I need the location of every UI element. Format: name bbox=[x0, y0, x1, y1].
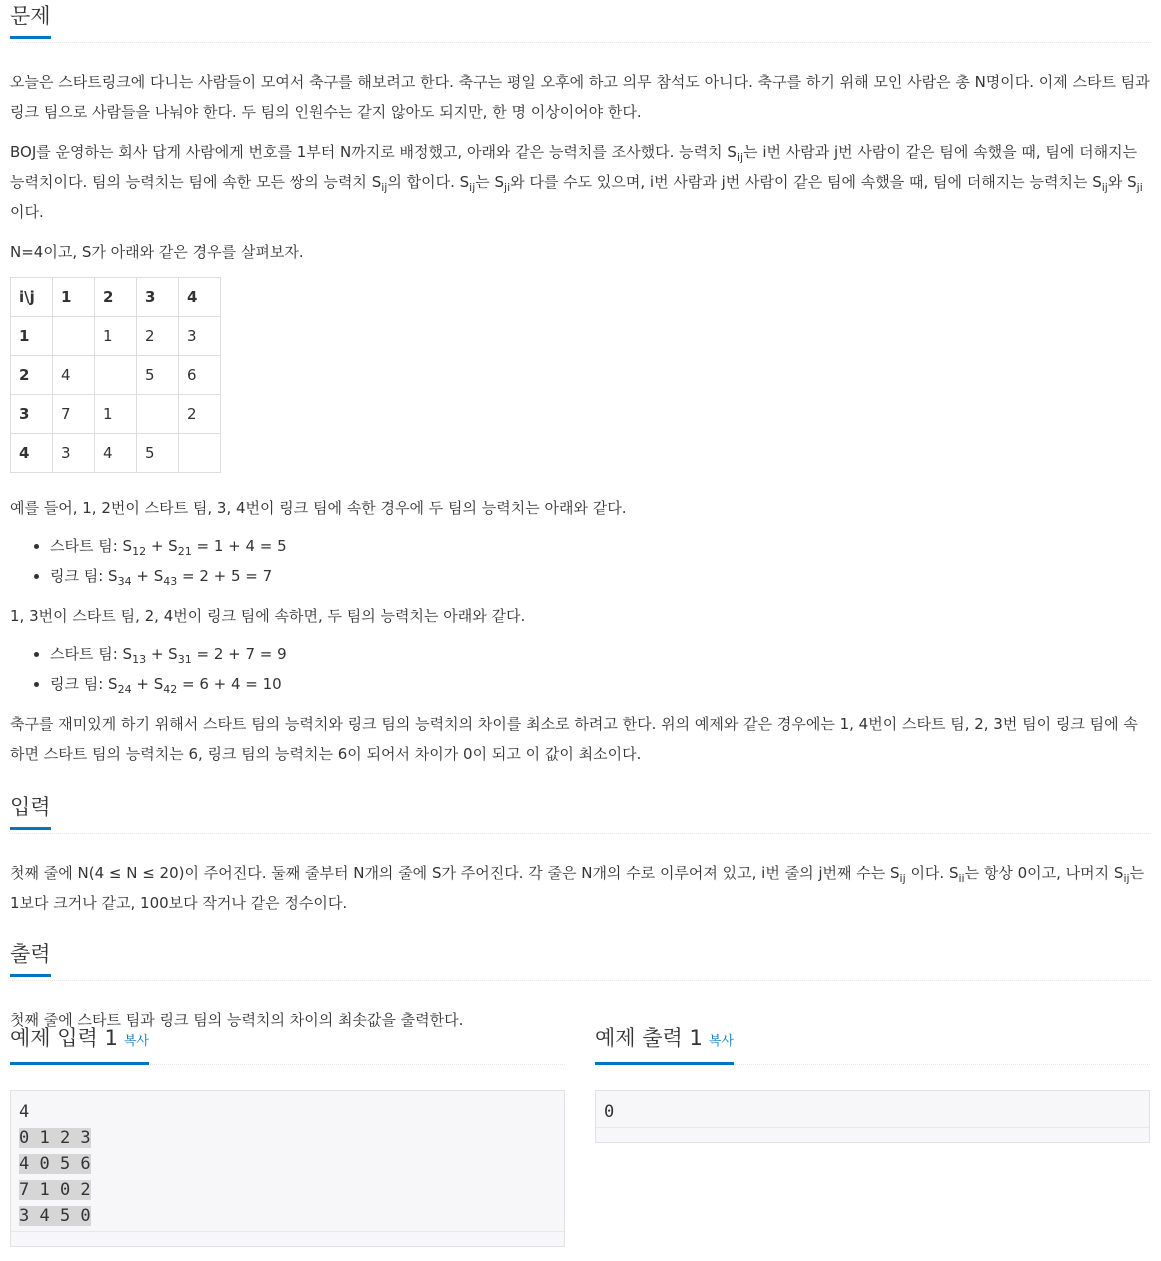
input-description bbox=[10, 858, 1151, 918]
item-text: + S bbox=[146, 645, 178, 663]
table-cell bbox=[179, 434, 221, 473]
sample-output-title bbox=[595, 1026, 734, 1065]
table-col-header: 1 bbox=[53, 278, 95, 317]
output-section-title: 출력 bbox=[10, 942, 51, 977]
input-section-title: 입력 bbox=[10, 795, 51, 830]
ability-table bbox=[10, 277, 221, 473]
item-text: 스타트 팀: S bbox=[50, 537, 133, 555]
table-cell: 2 bbox=[179, 395, 221, 434]
table-cell bbox=[53, 317, 95, 356]
item-text: 스타트 팀: S bbox=[50, 645, 133, 663]
table-header-row bbox=[11, 278, 221, 317]
input-text: 는 항상 0이고, 나머지 S bbox=[964, 864, 1124, 882]
example-2-list bbox=[10, 639, 1151, 699]
list-item bbox=[50, 669, 1151, 699]
subscript: ij bbox=[899, 872, 906, 885]
table-col-header: 2 bbox=[95, 278, 137, 317]
input-text: 는 1보다 크거나 같고, 100보다 작거나 같은 정수이다. bbox=[10, 864, 1145, 912]
output-description: 첫째 줄에 스타트 팀과 링크 팀의 능력치의 차이의 최솟값을 출력한다. bbox=[10, 1011, 464, 1029]
code-footer bbox=[11, 1231, 564, 1246]
p2-text-c: 의 합이다. S bbox=[387, 173, 470, 191]
code-line: 4 bbox=[19, 1102, 30, 1122]
table-cell: 7 bbox=[53, 395, 95, 434]
sample-output-title-text: 예제 출력 1 bbox=[595, 1026, 703, 1050]
problem-section-title: 문제 bbox=[10, 4, 51, 39]
item-text: = 2 + 7 = 9 bbox=[191, 645, 287, 663]
code-line: 0 bbox=[604, 1102, 615, 1122]
item-text: = 1 + 4 = 5 bbox=[191, 537, 287, 555]
table-corner-cell: i\j bbox=[11, 278, 53, 317]
p2-text-b: 는 i번 사람과 j번 사람이 같은 팀에 속했을 때, 팀에 더해지는 능력치이다. 팀의 능력치는 팀에 속한 모든 쌍의 능력치 S bbox=[10, 143, 1138, 191]
example-2-intro: 1, 3번이 스타트 팀, 2, 4번이 링크 팀에 속하면, 두 팀의 능력치는 아래와 같다. bbox=[10, 607, 526, 625]
table-col-header: 3 bbox=[137, 278, 179, 317]
item-text: = 2 + 5 = 7 bbox=[177, 567, 273, 585]
table-row bbox=[11, 395, 221, 434]
example-1-list bbox=[10, 531, 1151, 591]
table-cell: 2 bbox=[137, 317, 179, 356]
p2-text-a: BOJ를 운영하는 회사 답게 사람에게 번호를 1부터 N까지로 배정했고, 아래와 같은 능력치를 조사했다. 능력치 S bbox=[10, 143, 737, 161]
table-cell bbox=[137, 395, 179, 434]
item-text: + S bbox=[131, 675, 164, 693]
table-row bbox=[11, 434, 221, 473]
list-item bbox=[50, 531, 1151, 561]
list-item bbox=[50, 639, 1151, 669]
selected-text: 4 0 5 6 bbox=[19, 1154, 91, 1174]
table-cell: 6 bbox=[179, 356, 221, 395]
item-text: + S bbox=[146, 537, 178, 555]
item-text: = 6 + 4 = 10 bbox=[177, 675, 282, 693]
table-cell: 1 bbox=[95, 317, 137, 356]
problem-paragraph-3: N=4이고, S가 아래와 같은 경우를 살펴보자. bbox=[10, 243, 304, 261]
code-line-selected bbox=[19, 1203, 556, 1229]
example-1-intro: 예를 들어, 1, 2번이 스타트 팀, 3, 4번이 링크 팀에 속한 경우에 두 팀의 능력치는 아래와 같다. bbox=[10, 499, 627, 517]
item-text: 링크 팀: S bbox=[50, 675, 118, 693]
table-cell: 1 bbox=[95, 395, 137, 434]
subscript: 12 bbox=[132, 545, 147, 558]
subscript: ii bbox=[958, 872, 965, 885]
input-section-header bbox=[10, 791, 1151, 834]
table-row-header: 4 bbox=[11, 434, 53, 473]
subscript: 21 bbox=[177, 545, 192, 558]
subscript: 34 bbox=[117, 575, 132, 588]
sample-input-code[interactable] bbox=[10, 1090, 565, 1247]
problem-section-header bbox=[10, 0, 1151, 43]
p2-text-d: 는 S bbox=[475, 173, 505, 191]
table-cell: 5 bbox=[137, 434, 179, 473]
selected-text: 7 1 0 2 bbox=[19, 1180, 91, 1200]
input-text: 첫째 줄에 N(4 ≤ N ≤ 20)이 주어진다. 둘째 줄부터 N개의 줄에 S가 주어진다. 각 줄은 N개의 수로 이루어져 있고, i번 줄의 j번째 수는 S bbox=[10, 864, 900, 882]
sample-output-panel bbox=[595, 1022, 1150, 1143]
sample-input-title bbox=[10, 1026, 149, 1065]
table-row bbox=[11, 356, 221, 395]
table-row-header: 3 bbox=[11, 395, 53, 434]
subscript-ij: ij bbox=[736, 151, 744, 164]
table-cell: 3 bbox=[53, 434, 95, 473]
subscript-ij: ij bbox=[469, 181, 476, 194]
table-row-header: 2 bbox=[11, 356, 53, 395]
table-row bbox=[11, 317, 221, 356]
input-text: 이다. S bbox=[905, 864, 959, 882]
problem-paragraph-2 bbox=[10, 137, 1151, 227]
sample-input-title-text: 예제 입력 1 bbox=[10, 1026, 118, 1050]
output-section-header bbox=[10, 938, 1151, 981]
table-row-header: 1 bbox=[11, 317, 53, 356]
code-footer bbox=[596, 1127, 1149, 1142]
problem-paragraph-1: 오늘은 스타트링크에 다니는 사람들이 모여서 축구를 해보려고 한다. 축구는 평일 오후에 하고 의무 참석도 아니다. 축구를 하기 위해 모인 사람은 총 N명이다. 이제 스타트 팀과 링크 팀으로 사람들을 나눠야 한다. 두 팀의 인원수는 같지 않아도 되지만, 한 명 이상이어야 한다. bbox=[10, 73, 1150, 121]
sample-input-header bbox=[10, 1022, 565, 1065]
problem-conclusion: 축구를 재미있게 하기 위해서 스타트 팀의 능력치와 링크 팀의 능력치의 차이를 최소로 하려고 한다. 위의 예제와 같은 경우에는 1, 4번이 스타트 팀, 2, 3번 팀이 링크 팀에 속하면 스타트 팀의 능력치는 6, 링크 팀의 능력치는 6이 되어서 차이가 0이 되고 이 값이 최소이다. bbox=[10, 715, 1138, 763]
table-cell: 3 bbox=[179, 317, 221, 356]
table-cell bbox=[95, 356, 137, 395]
sample-output-code[interactable] bbox=[595, 1090, 1150, 1143]
subscript: 24 bbox=[117, 683, 132, 696]
subscript-ji: ji bbox=[504, 181, 511, 194]
table-cell: 4 bbox=[53, 356, 95, 395]
copy-button[interactable]: 복사 bbox=[123, 1034, 149, 1049]
selected-text: 3 4 5 0 bbox=[19, 1206, 91, 1226]
subscript: 31 bbox=[177, 653, 192, 666]
code-line-selected bbox=[19, 1177, 556, 1203]
p2-text-g: 이다. bbox=[10, 203, 44, 221]
p2-text-f: 와 S bbox=[1107, 173, 1137, 191]
subscript-ij: ij bbox=[381, 181, 388, 194]
subscript: 43 bbox=[163, 575, 178, 588]
sample-output-header bbox=[595, 1022, 1150, 1065]
table-cell: 5 bbox=[137, 356, 179, 395]
subscript: 42 bbox=[163, 683, 178, 696]
subscript-ji: ji bbox=[1136, 181, 1143, 194]
sample-input-panel bbox=[10, 1022, 565, 1247]
copy-button[interactable]: 복사 bbox=[708, 1034, 734, 1049]
list-item bbox=[50, 561, 1151, 591]
table-cell: 4 bbox=[95, 434, 137, 473]
table-col-header: 4 bbox=[179, 278, 221, 317]
subscript: ij bbox=[1123, 872, 1130, 885]
selected-text: 0 1 2 3 bbox=[19, 1128, 91, 1148]
item-text: 링크 팀: S bbox=[50, 567, 118, 585]
p2-text-e: 와 다를 수도 있으며, i번 사람과 j번 사람이 같은 팀에 속했을 때, 팀에 더해지는 능력치는 S bbox=[510, 173, 1102, 191]
subscript: 13 bbox=[132, 653, 147, 666]
code-line-selected bbox=[19, 1151, 556, 1177]
subscript-ij: ij bbox=[1101, 181, 1108, 194]
item-text: + S bbox=[131, 567, 164, 585]
code-line-selected bbox=[19, 1125, 556, 1151]
